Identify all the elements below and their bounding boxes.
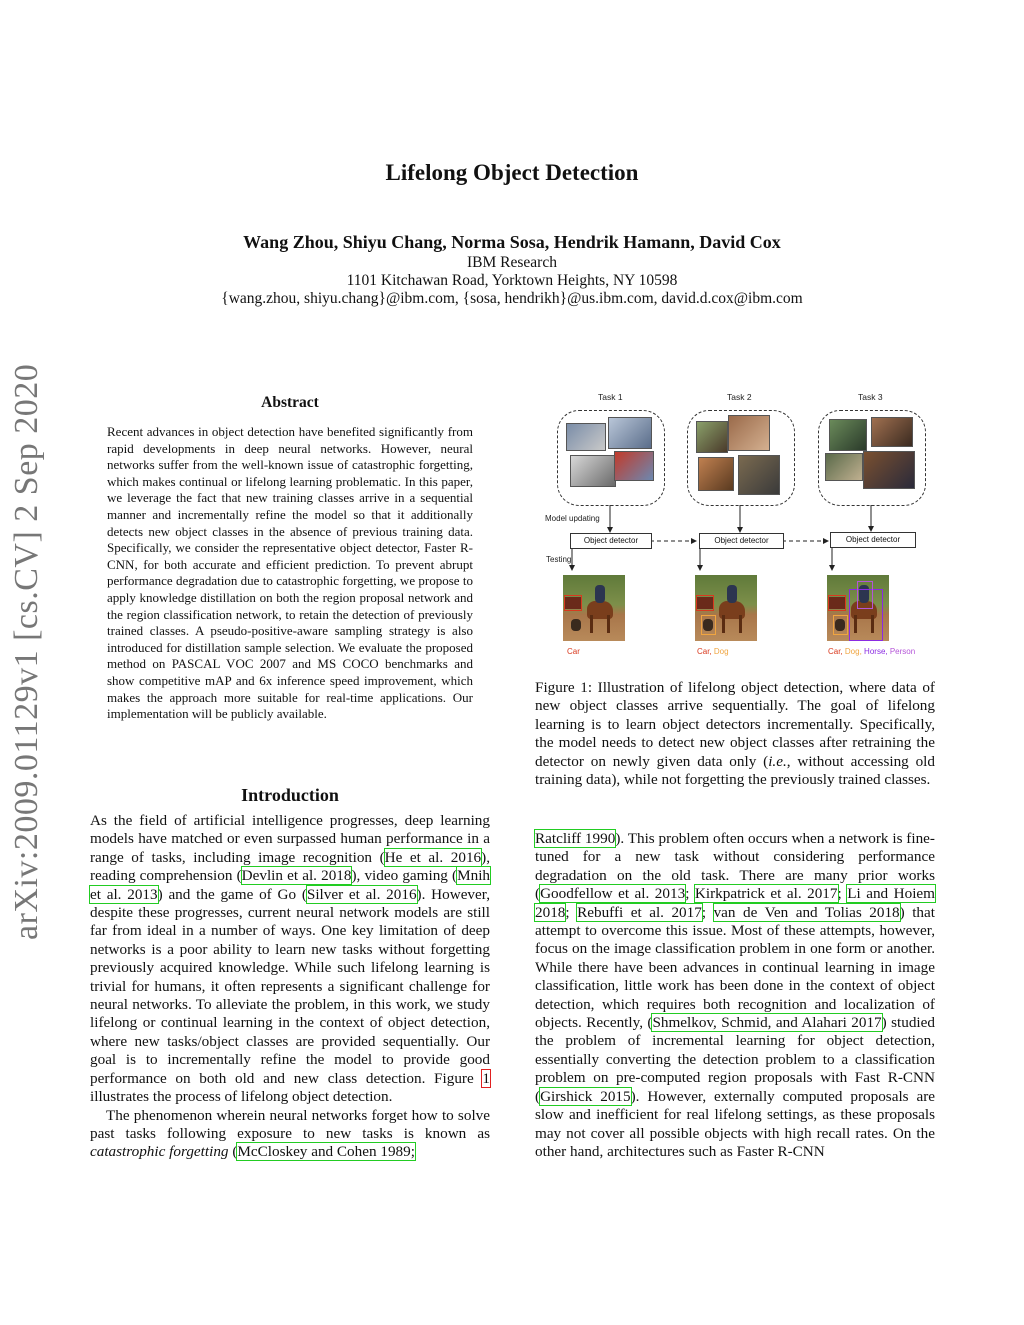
figure-1-caption: Figure 1: Illustration of lifelong object detection, where data of new object classes arrive sequentially. The goal of lifelong learning is to learn object detectors incrementally. Specifically, the model needs to detect new object classes after retraining the detector on newly given data only (i.e., without accessing old training data), while not forgetting the previously trained classes.: [535, 679, 935, 789]
citation-link[interactable]: Shmelkov, Schmid, and Alahari 2017: [652, 1014, 882, 1032]
affiliation-org: IBM Research: [467, 254, 557, 271]
figure-reference-link[interactable]: 1: [482, 1069, 490, 1087]
citation-link[interactable]: McCloskey and Cohen 1989;: [237, 1143, 415, 1161]
citation-link[interactable]: Silver et al. 2016: [306, 885, 417, 903]
model-updating-label: Model updating: [545, 514, 600, 523]
test-image-3: [827, 575, 889, 641]
introduction-heading: Introduction: [241, 785, 339, 805]
intro-paragraph-2: The phenomenon wherein neural networks forget how to solve past tasks following exposure to new tasks is known as catastrophic forgetting (McCloskey and Cohen 1989;: [90, 1106, 490, 1161]
citation-link[interactable]: Girshick 2015: [540, 1087, 631, 1105]
citation-link[interactable]: Li and Hoiem 2018: [535, 885, 935, 921]
test-image-1: [563, 575, 625, 641]
arxiv-identifier-text[interactable]: arXiv:2009.01129v1 [cs.CV] 2 Sep 2020: [8, 363, 45, 940]
citation-link[interactable]: Rebuffi et al. 2017: [577, 903, 702, 921]
right-column-body: Ratcliff 1990). This problem often occurs when a network is fine-tuned for a new task without considering performance degradation on the old task. There are many prior works (Goodfellow et al. 2013; Kirkpatrick et al. 2017; Li and Hoiem 2018; Rebuffi et al. 2017; van de Ven and Tolias 2018) that attempt to overcome this issue. Most of these attempts, however, focus on the image classification problem in one form or another. While there have been advances in continual learning in image classification, little work has been done in the context of object detection, which requires both recognition and localization of objects. Recently, (Shmelkov, Schmid, and Alahari 2017) studied the problem of incremental learning for object detection, essentially converting the detection problem to a classification problem on pre-computed region proposals with Fast R-CNN (Girshick 2015). However, externally computed proposals are slow and inefficient for real lifelong settings, as these proposals may not cover all possible objects with high recall rates. On the other hand, architectures such as Faster R-CNN: [535, 830, 935, 1160]
car-bounding-box: [828, 595, 846, 611]
car-bounding-box: [564, 595, 582, 611]
abstract-heading: Abstract: [261, 394, 319, 411]
test-output-1: Car: [567, 647, 580, 656]
citation-link[interactable]: Devlin et al. 2018: [241, 867, 352, 885]
object-detector-2: Object detector: [699, 533, 784, 549]
abstract-text: Recent advances in object detection have benefited significantly from rapid developments in deep neural networks. However, neural networks suffer from the well-known issue of catastrophic forgetting, which makes continual or lifelong learning problematic. In this paper, we leverage the fact that new training classes arrive in a sequential manner and incrementally refine the model so that it additionally detects new object classes in the absence of previous training data. Specifically, we consider the representative object detector, Faster R-CNN, for both accurate and efficient prediction. To prevent abrupt performance degradation due to catastrophic forgetting, we propose to apply knowledge distillation on both the region proposal network and the region classification network, to retain the detection of previously trained classes. A pseudo-positive-aware sampling strategy is also introduced for distillation sample selection. We evaluate the proposed method on PASCAL VOC 2007 and MS COCO benchmarks and show competitive mAP and 6x inference speed improvement, which makes the approach more suitable for real-time applications. Our implementation will be publicly available.: [107, 424, 473, 722]
car-bounding-box: [696, 595, 714, 611]
figure-1: [540, 388, 940, 660]
citation-link[interactable]: Mnih et al. 2013: [90, 867, 491, 903]
affiliation-address: 1101 Kitchawan Road, Yorktown Heights, NY 10598: [346, 272, 678, 289]
paper-title: Lifelong Object Detection: [385, 160, 639, 185]
introduction-body: [90, 812, 490, 1162]
intro-paragraph-1: As the field of artificial intelligence progresses, deep learning models have matched or even surpassed human performance in a range of tasks, including image recognition (He et al. 2016), reading comprehension (Devlin et al. 2018), video gaming (Mnih et al. 2013) and the game of Go (Silver et al. 2016). However, despite these progresses, current neural network models are still far from ideal in a number of ways. One key limitation of deep networks is a poor ability to learn new tasks without forgetting previously acquired knowledge. While such lifelong learning is trivial for humans, it often represents a significant challenge for neural networks. To alleviate the problem, in this work, we study lifelong or continual learning in the context of object detection, where new tasks/object classes are provided sequentially. Our goal is to incrementally refine the model to provide good performance on both old and new class detection. Figure 1 illustrates the process of lifelong object detection.: [90, 812, 491, 1106]
citation-link[interactable]: van de Ven and Tolias 2018: [713, 903, 900, 921]
object-detector-1: Object detector: [570, 533, 652, 549]
citation-link[interactable]: Kirkpatrick et al. 2017: [694, 885, 838, 903]
affiliation-emails: {wang.zhou, shiyu.chang}@ibm.com, {sosa, hendrikh}@us.ibm.com, david.d.cox@ibm.com: [221, 290, 803, 307]
citation-link[interactable]: Ratcliff 1990: [535, 830, 616, 847]
task-3-label: Task 3: [858, 392, 883, 402]
test-image-2: [695, 575, 757, 641]
citation-link[interactable]: He et al. 2016: [384, 848, 482, 866]
test-output-2: Car, Dog: [697, 647, 729, 656]
task-2-label: Task 2: [727, 392, 752, 402]
task-1-label: Task 1: [598, 392, 623, 402]
object-detector-3: Object detector: [830, 532, 916, 548]
testing-label: Testing: [546, 555, 572, 564]
citation-link[interactable]: Goodfellow et al. 2013: [540, 885, 686, 903]
dog-bounding-box: [833, 615, 848, 635]
author-list: Wang Zhou, Shiyu Chang, Norma Sosa, Hendrik Hamann, David Cox: [243, 232, 781, 252]
test-output-3: Car, Dog, Horse, Person: [828, 647, 916, 656]
dog-bounding-box: [701, 615, 716, 635]
person-bounding-box: [857, 581, 873, 609]
